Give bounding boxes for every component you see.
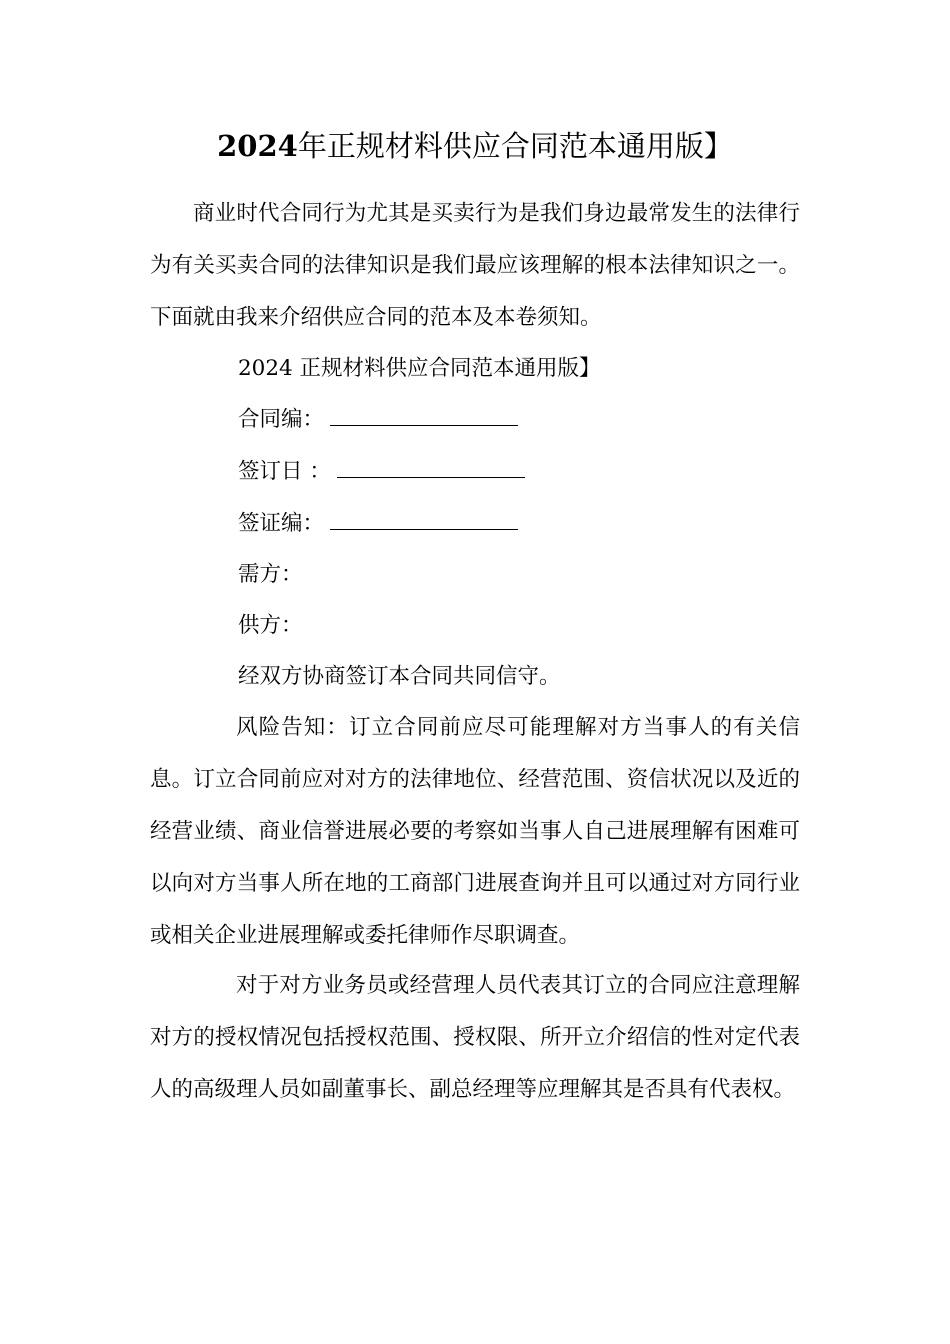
sign-date-field bbox=[238, 446, 525, 498]
buyer-field bbox=[238, 549, 303, 601]
sign-date-label: 签订日 ： bbox=[238, 459, 331, 484]
intro-paragraph: 商业时代合同行为尤其是买卖行为是我们身边最常发生的法律行为有关买卖合同的法律知识是我们最应该理解的根本法律知识之一。下面就由我来介绍供应合同的范本及本卷须知。 bbox=[150, 201, 800, 330]
contract-number-label: 合同编： bbox=[238, 407, 325, 432]
title-text: 年正规材料供应合同范本通用版】 bbox=[297, 129, 733, 163]
certification-number-label: 签证编： bbox=[238, 511, 325, 536]
sign-date-blank bbox=[337, 457, 525, 478]
contract-number-blank bbox=[330, 405, 518, 426]
document-title bbox=[150, 124, 800, 168]
buyer-label: 需方： bbox=[238, 562, 303, 587]
contract-number-field bbox=[238, 394, 518, 446]
certification-number-blank bbox=[330, 509, 518, 530]
risk-notice-paragraph: 风险告知：订立合同前应尽可能理解对方当事人的有关信息。订立合同前应对对方的法律地位、经营范围、资信状况以及近的经营业绩、商业信誉进展必要的考察如当事人自己进展理解有困难可以向对方当事人所在地的工商部门进展查询并且可以通过对方同行业或相关企业进展理解或委托律师作尽职调查。 bbox=[150, 715, 800, 948]
supplier-label: 供方： bbox=[238, 613, 303, 638]
certification-number-field bbox=[238, 498, 518, 550]
subtitle-line: 2024 正规材料供应合同范本通用版】 bbox=[238, 356, 601, 381]
supplier-field bbox=[238, 600, 303, 652]
authorization-notice-paragraph: 对于对方业务员或经营理人员代表其订立的合同应注意理解对方的授权情况包括授权范围、授权限、所开立介绍信的性对定代表人的高级理人员如副董事长、副总经理等应理解其是否具有代表权。 bbox=[150, 973, 800, 1102]
title-year: 2024 bbox=[217, 129, 298, 163]
agreement-line: 经双方协商签订本合同共同信守。 bbox=[238, 664, 561, 689]
